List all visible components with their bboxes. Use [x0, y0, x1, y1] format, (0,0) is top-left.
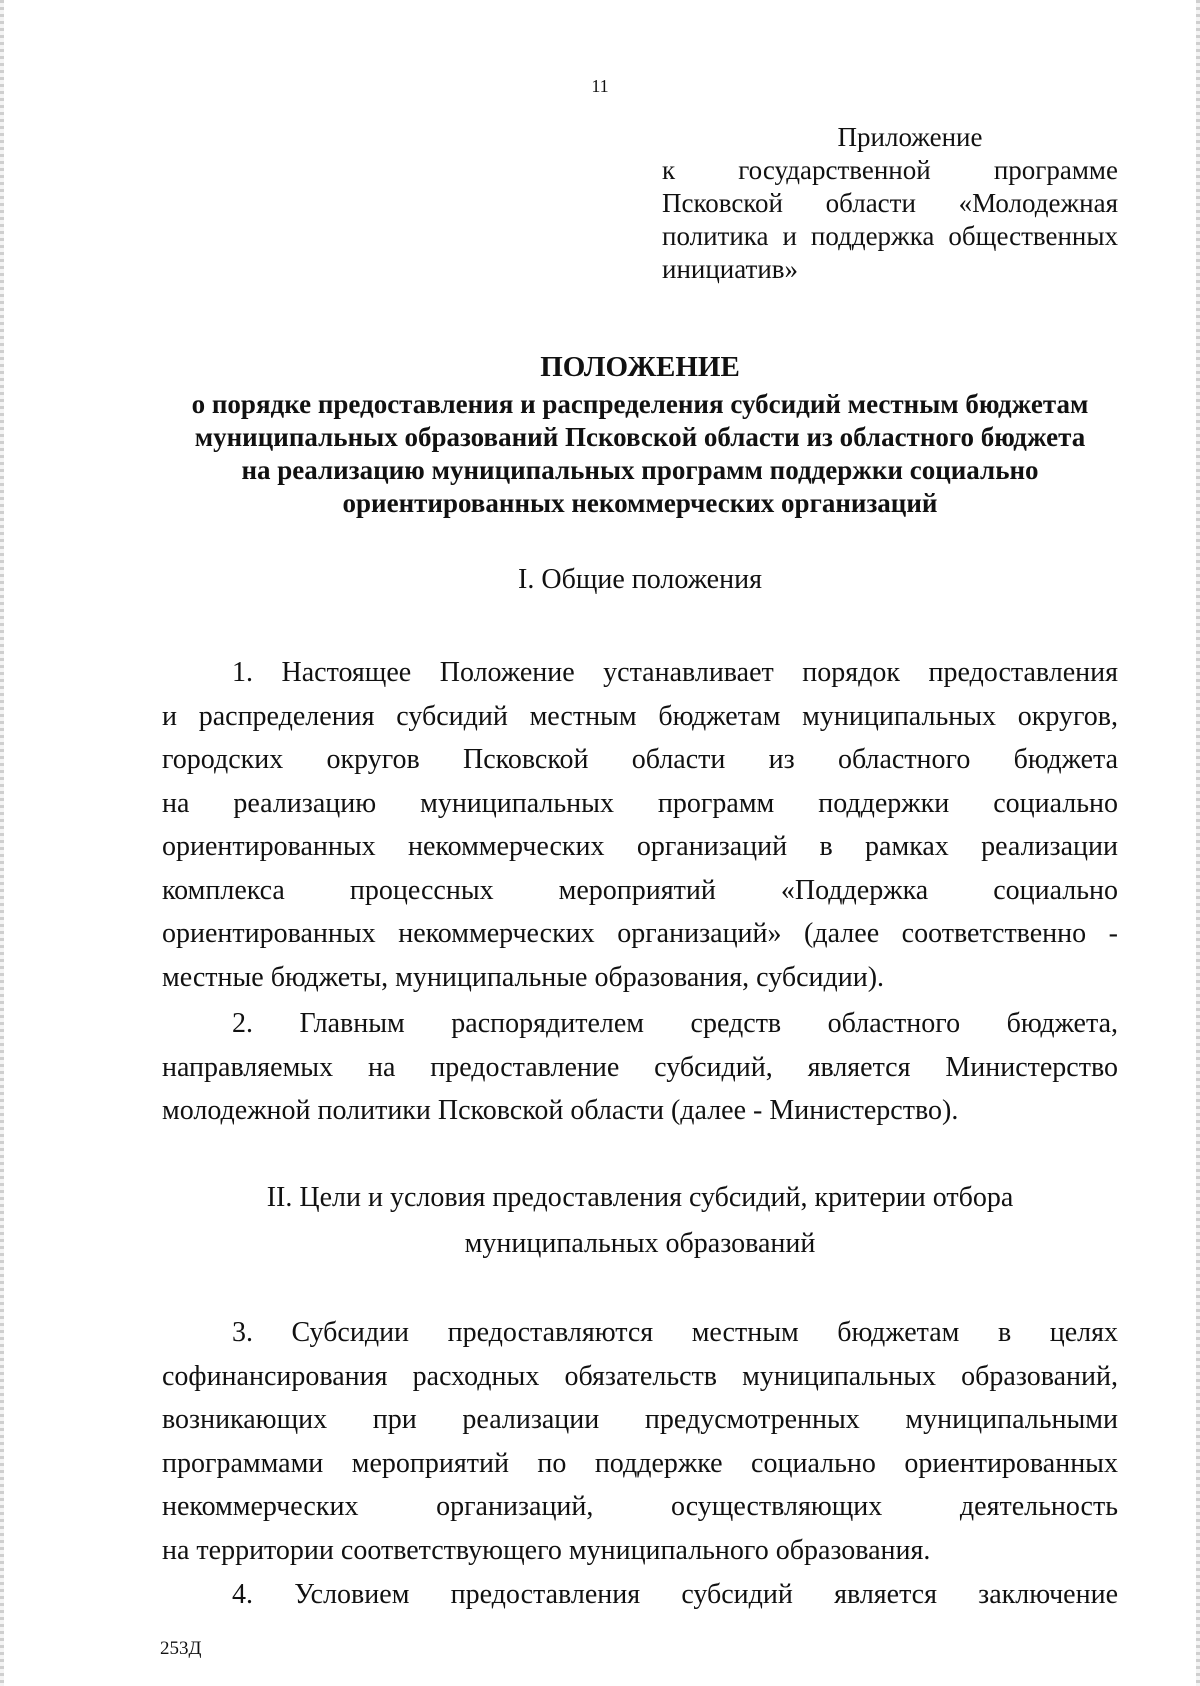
- paragraph-line: 3. Субсидии предоставляются местным бюджетам в целях: [232, 1317, 1118, 1348]
- section-heading-2: [160, 1175, 1120, 1267]
- paragraph-line: комплекса процессных мероприятий «Поддержка социально: [162, 874, 1118, 906]
- document-title: ПОЛОЖЕНИЕ: [540, 351, 740, 383]
- scan-edge-left: [0, 0, 4, 1686]
- appendix-line: к государственной программе: [662, 155, 1118, 185]
- paragraph-line: направляемых на предоставление субсидий, является Министерство: [162, 1051, 1118, 1083]
- paragraph-line: на реализацию муниципальных программ поддержки социально: [162, 787, 1118, 819]
- paragraph-line: некоммерческих организаций, осуществляющих деятельность: [162, 1491, 1118, 1522]
- scan-edge-right: [1196, 0, 1200, 1686]
- appendix-line: Приложение: [837, 122, 983, 152]
- section-heading-line: II. Цели и условия предоставления субсидий, критерии отбора: [266, 1182, 1014, 1213]
- paragraph-line: 4. Условием предоставления субсидий является заключение: [232, 1579, 1118, 1610]
- paragraph-line: на территории соответствующего муниципального образования.: [162, 1534, 931, 1566]
- appendix-line: инициатив»: [662, 254, 799, 284]
- paragraph-line: ориентированных некоммерческих организаций» (далее соответственно -: [162, 918, 1118, 949]
- subtitle-line: на реализацию муниципальных программ поддержки социально: [241, 455, 1039, 485]
- paragraph-line: местные бюджеты, муниципальные образования, субсидии).: [162, 961, 885, 993]
- paragraph-2: [162, 1002, 1118, 1133]
- paragraph-line: программами мероприятий по поддержке социально ориентированных: [162, 1447, 1118, 1479]
- paragraph-4: [162, 1573, 1118, 1617]
- subtitle-line: о порядке предоставления и распределения субсидий местным бюджетам: [191, 389, 1089, 419]
- document-subtitle: [140, 388, 1140, 520]
- paragraph-line: ориентированных некоммерческих организаций в рамках реализации: [162, 831, 1118, 862]
- section-heading-line: муниципальных образований: [464, 1228, 816, 1259]
- paragraph-line: возникающих при реализации предусмотренных муниципальными: [162, 1404, 1118, 1435]
- appendix-block: [662, 121, 1118, 286]
- paragraph-line: и распределения субсидий местным бюджетам муниципальных округов,: [162, 700, 1118, 732]
- document-code: 253Д: [160, 1638, 202, 1659]
- appendix-line: Псковской области «Молодежная: [662, 188, 1118, 218]
- paragraph-line: городских округов Псковской области из областного бюджета: [162, 744, 1118, 775]
- appendix-line: политика и поддержка общественных: [662, 221, 1118, 251]
- paragraph-line: софинансирования расходных обязательств муниципальных образований,: [162, 1360, 1118, 1392]
- paragraph-1: [162, 651, 1118, 999]
- subtitle-line: муниципальных образований Псковской области из областного бюджета: [194, 422, 1086, 452]
- paragraph-line: 1. Настоящее Положение устанавливает порядок предоставления: [232, 657, 1118, 688]
- section-heading-1: I. Общие положения: [518, 564, 762, 595]
- paragraph-line: молодежной политики Псковской области (далее - Министерство).: [162, 1095, 959, 1126]
- page-number: 11: [591, 76, 609, 96]
- paragraph-line: 2. Главным распорядителем средств областного бюджета,: [232, 1008, 1118, 1039]
- paragraph-3: [162, 1311, 1118, 1572]
- subtitle-line: ориентированных некоммерческих организаций: [342, 488, 938, 518]
